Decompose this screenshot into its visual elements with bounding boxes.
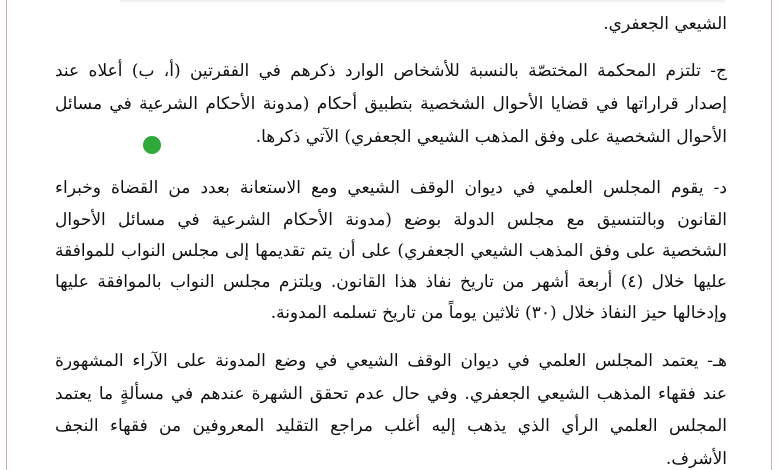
paragraph-e-line-1: هـ- يعتمد المجلس العلمي في ديوان الوقف الشيعي في وضع المدونة على الآراء المشهورة [55,351,727,371]
paragraph-d-line-4: عليها خلال (٤) أربعة أشهر من تاريخ نفاذ هذا القانون. ويلتزم مجلس النواب بالموافقة عليها [55,272,727,292]
paragraph-d-line-1: د- يقوم المجلس العلمي في ديوان الوقف الشيعي ومع الاستعانة بعدد من القضاة وخبراء [55,178,727,198]
green-marker-dot [143,136,161,154]
paragraph-d-line-5: وإدخالها حيز النفاذ خلال (٣٠) ثلاثين يوماً من تاريخ تسلمه المدونة. [270,303,727,323]
paragraph-e-line-2: عند فقهاء المذهب الشيعي الجعفري. وفي حال عدم تحقق الشهرة عندهم في مسألةٍ ما يعتمد [55,384,727,404]
page-border-right [771,0,772,470]
page-border-left [6,0,7,470]
paragraph-e-line-3: المجلس العلمي الرأي الذي يذهب إليه أغلب مراجع التقليد المعروفين من فقهاء النجف [55,416,727,436]
paragraph-d-line-2: القانون وبالتنسيق مع مجلس الدولة بوضع (مدونة الأحكام الشرعية في مسائل الأحوال [55,210,727,230]
paragraph-c-line-3: الأحوال الشخصية على وفق المذهب الشيعي الجعفري) الآتي ذكرها. [255,127,727,147]
paragraph-c-line-2: إصدار قراراتها في قضايا الأحوال الشخصية بتطبيق أحكام (مدونة الأحكام الشرعية في مسائل [55,94,727,114]
paragraph-b-end: الشيعي الجعفري. [603,14,727,34]
paragraph-c-line-1: ج- تلتزم المحكمة المختصّة بالنسبة للأشخاص الوارد ذكرهم في الفقرتين (أ، ب) أعلاه عند [55,61,727,81]
paragraph-e-line-4: الأشرف. [665,449,727,469]
top-previous-line-fragment [120,0,725,4]
paragraph-d-line-3: الشخصية على وفق المذهب الشيعي الجعفري) على أن يتم تقديمها إلى مجلس النواب للموافقة [55,241,727,261]
